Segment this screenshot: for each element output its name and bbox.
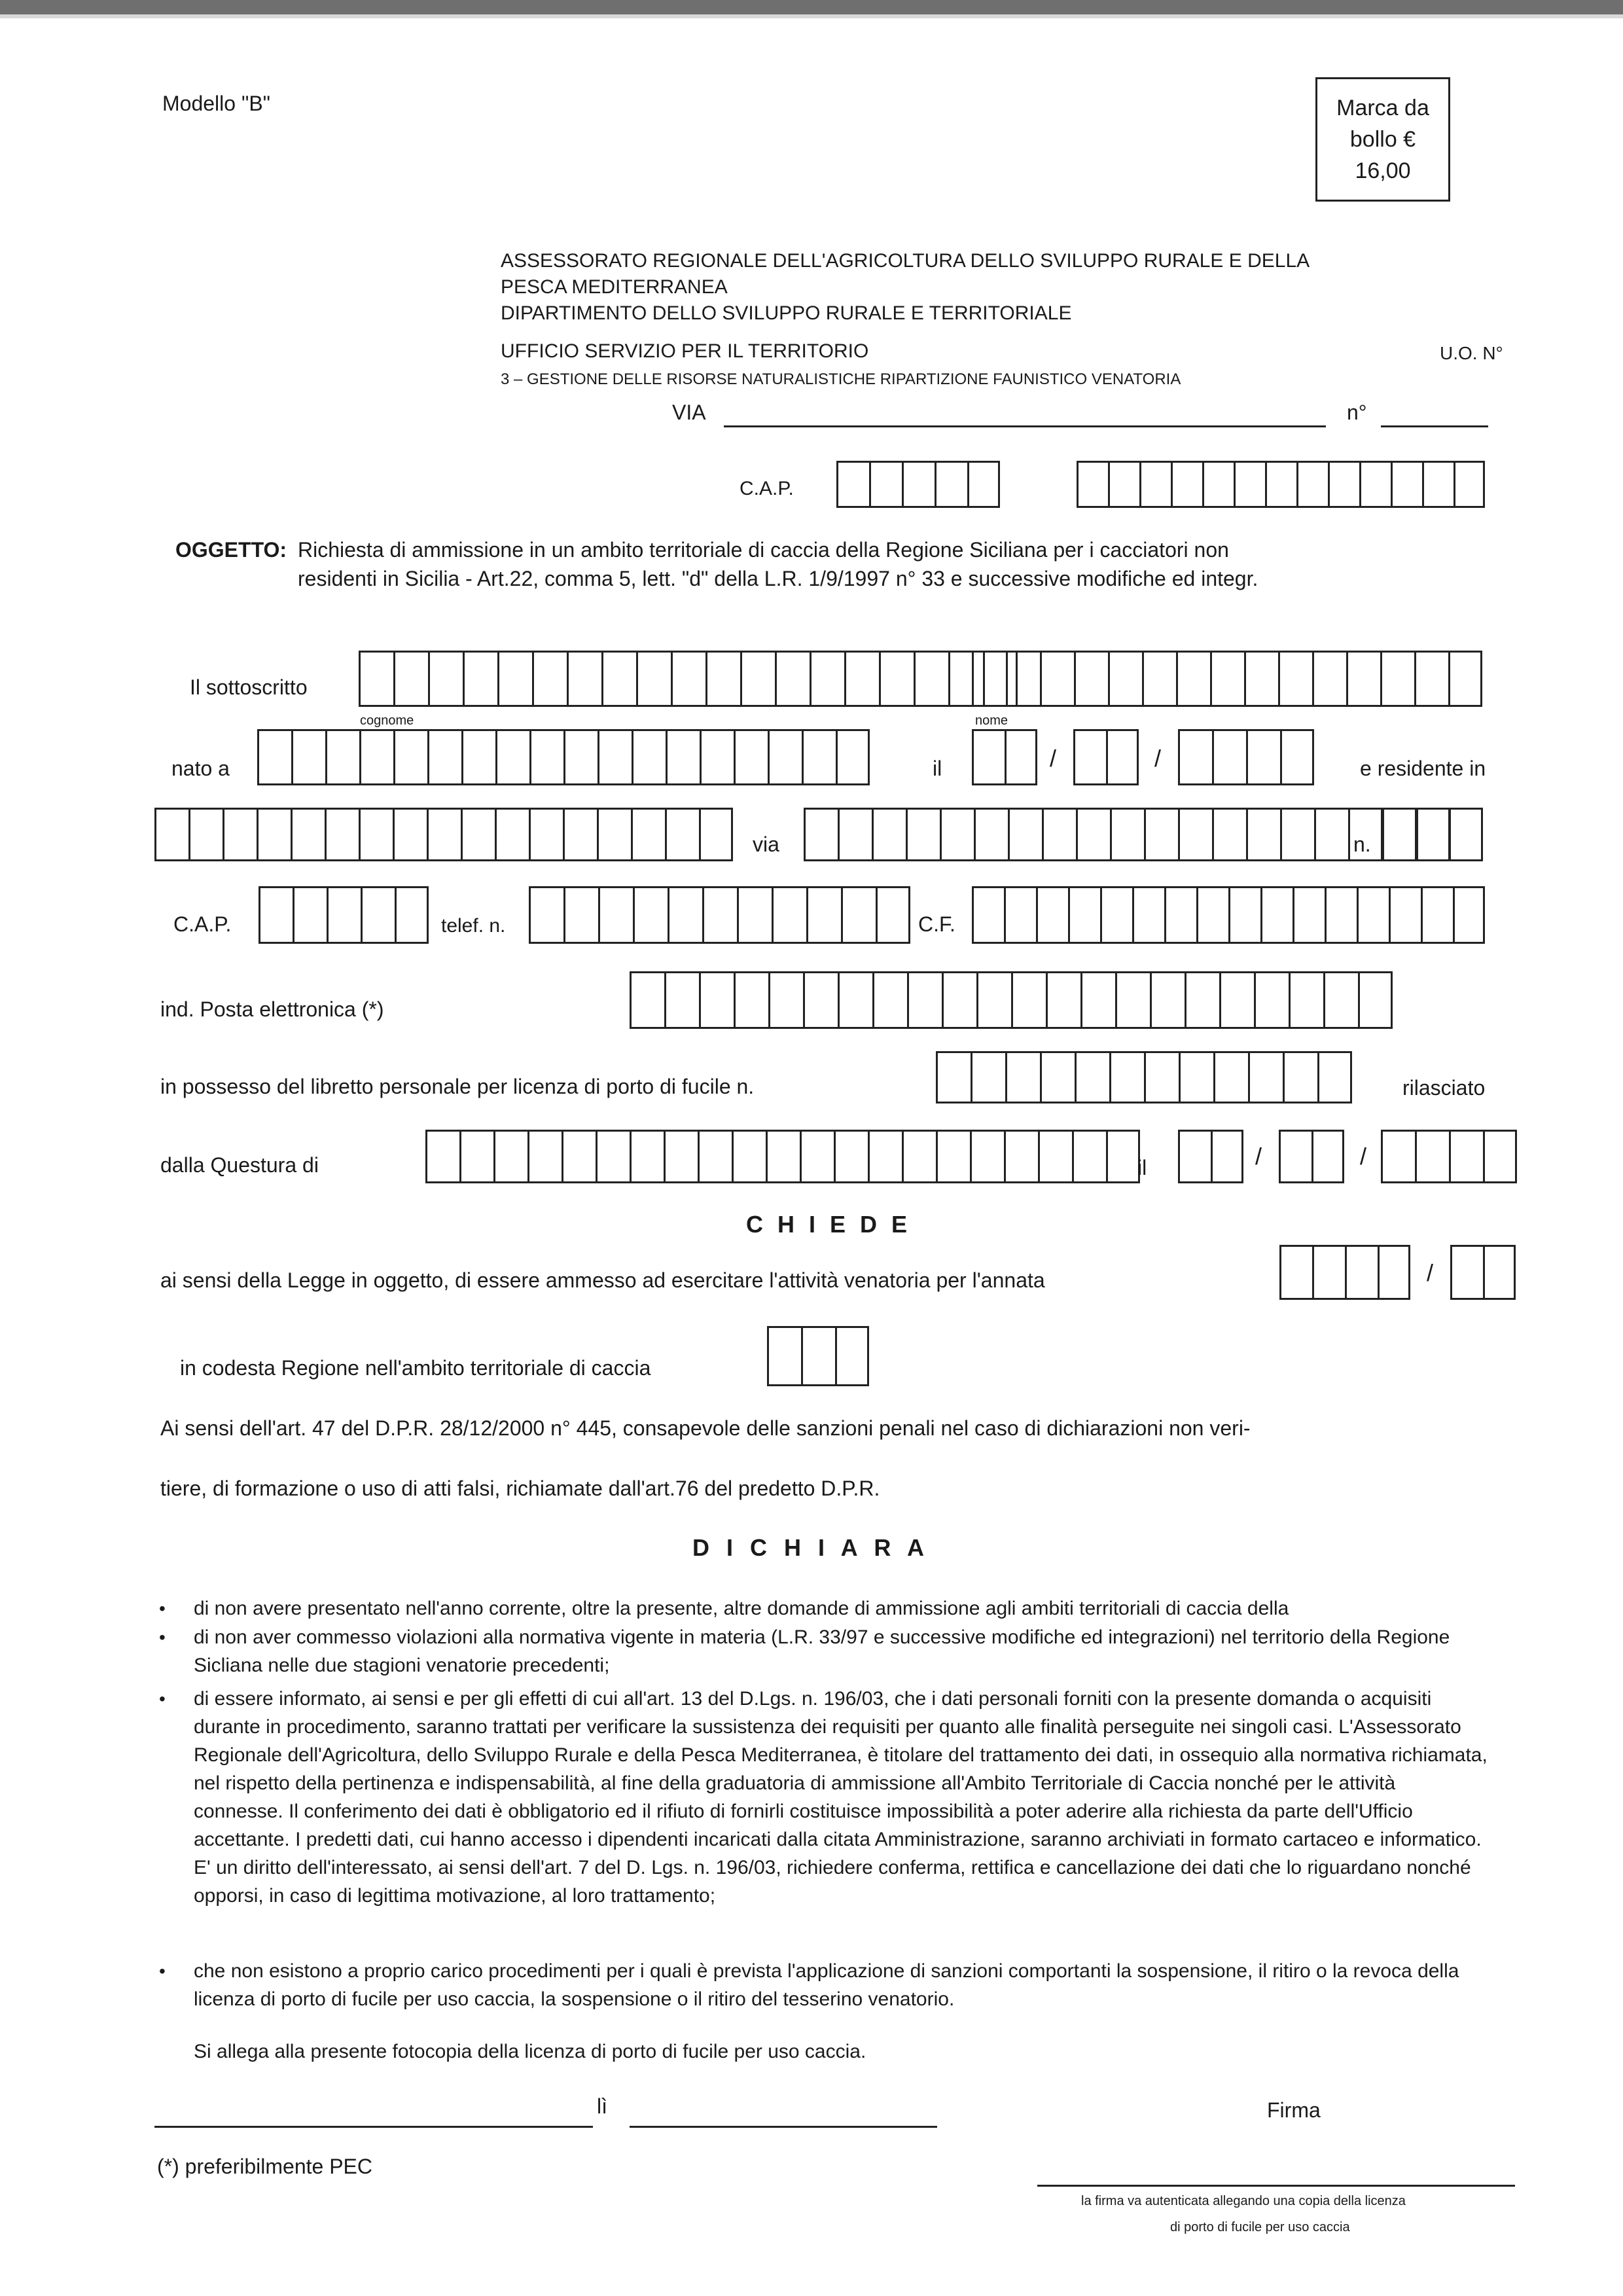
territory-boxes[interactable] [767,1326,869,1386]
date-separator: / [1255,1143,1262,1170]
issue-year-boxes[interactable] [1381,1130,1517,1183]
bullet-icon: • [159,1689,166,1709]
birth-month-boxes[interactable] [1073,729,1139,785]
subject-label: OGGETTO: [175,538,287,562]
signature-note: di porto di fucile per uso caccia [1170,2220,1350,2234]
issue-month-boxes[interactable] [1279,1130,1344,1183]
birthplace-boxes[interactable] [257,729,870,785]
police-office-label: dalla Questura di [160,1153,319,1177]
email-boxes[interactable] [630,971,1393,1029]
bullet-icon: • [159,1961,166,1981]
request-heading: C H I E D E [746,1211,912,1238]
bullet-icon: • [159,1627,166,1647]
date-field[interactable] [630,2126,937,2128]
territory-text: in codesta Regione nell'ambito territoriale di caccia [180,1356,651,1380]
office-cap-boxes[interactable] [836,461,1000,508]
phone-boxes[interactable] [529,886,910,944]
email-label: ind. Posta elettronica (*) [160,997,384,1021]
birth-year-boxes[interactable] [1178,729,1314,785]
cap-label: C.A.P. [740,478,794,499]
uo-label: U.O. N° [1440,343,1503,363]
season-end-boxes[interactable] [1450,1245,1516,1300]
revenue-stamp-box [1315,77,1450,202]
date-separator: / [1050,745,1057,772]
signature-note: la firma va autenticata allegando una copia della licenza [1081,2194,1406,2208]
place-date-label: lì [597,2094,607,2118]
season-separator: / [1427,1259,1434,1286]
office-line: ASSESSORATO REGIONALE DELL'AGRICOLTURA DELLO SVILUPPO RURALE E DELLA [501,250,1310,272]
number-label: n° [1347,401,1367,424]
office-line: PESCA MEDITERRANEA [501,276,728,298]
attachment-note: Si allega alla presente fotocopia della licenza di porto di fucile per uso caccia. [194,2041,866,2062]
season-start-boxes[interactable] [1279,1245,1410,1300]
office-line: DIPARTIMENTO DELLO SVILUPPO RURALE E TERRITORIALE [501,302,1072,324]
scan-edge-shadow [0,14,1623,18]
cap-label: C.A.P. [173,912,232,936]
number-field[interactable] [1381,425,1488,427]
police-office-boxes[interactable] [425,1130,1140,1183]
declaration-item: di non avere presentato nell'anno corrente, oltre la presente, altre domande di ammissione agli ambiti territoriali di caccia della [194,1598,1289,1619]
signature-label: Firma [1267,2098,1321,2122]
office-city-boxes[interactable] [1077,461,1485,508]
self-declaration-line: tiere, di formazione o uso di atti falsi, richiamate dall'art.76 del predetto D.P.R. [160,1477,880,1500]
sottoscritto-label: Il sottoscritto [190,675,308,699]
office-line: 3 – GESTIONE DELLE RISORSE NATURALISTICHE RIPARTIZIONE FAUNISTICO VENATORIA [501,370,1181,388]
licence-number-boxes[interactable] [936,1051,1352,1103]
subject-line: Richiesta di ammissione in un ambito territoriale di caccia della Regione Siciliana per i cacciatori non [298,538,1229,562]
stamp-line: 16,00 [1355,158,1411,183]
residence-city-boxes[interactable] [154,808,733,861]
issued-label: rilasciato [1402,1076,1486,1100]
residence-label: e residente in [1360,757,1486,780]
birthplace-label: nato a [171,757,230,780]
issue-day-boxes[interactable] [1178,1130,1243,1183]
stamp-line: bollo € [1349,127,1416,152]
phone-label: telef. n. [441,915,506,937]
via-label: VIA [672,401,706,424]
subject-line: residenti in Sicilia - Art.22, comma 5, lett. "d" della L.R. 1/9/1997 n° 33 e successive modifiche ed integr. [298,567,1258,590]
model-label: Modello "B" [162,92,271,115]
issue-date-label: il [1137,1156,1147,1179]
tax-code-boxes[interactable] [972,886,1485,944]
declaration-heading: D I C H I A R A [692,1534,929,1561]
surname-caption: cognome [360,713,414,728]
surname-boxes[interactable] [359,651,1018,707]
stamp-line: Marca da [1336,96,1429,120]
name-boxes[interactable] [972,651,1482,707]
birthdate-label: il [933,757,942,780]
request-text: ai sensi della Legge in oggetto, di essere ammesso ad esercitare l'attività venatoria per l'annata [160,1268,1045,1292]
scan-edge [0,0,1623,14]
pec-note: (*) preferibilmente PEC [157,2155,372,2178]
declaration-item: di essere informato, ai sensi e per gli effetti di cui all'art. 13 del D.Lgs. n. 196/03, che i dati personali forniti con la presente domanda o acquisiti durante in procedimento, saranno trattati per verificare la sussistenza dei requisiti per quanto alle finalità perseguite nei singoli casi. L'Assessorato Regionale dell'Agricoltura, dello Sviluppo Rurale e della Pesca Mediterranea, è titolare del trattamento dei dati, in ossequio alla normativa richiamata, nel rispetto della pertinenza e indispensabilità, al fine della graduatoria di ammissione all'Ambito Territoriale di Caccia nonché per le attività connesse. Il conferimento dei dati è obbligatorio ed il rifiuto di fornirli costituisce impossibilità a poter aderire alla richiesta da parte dell'Ufficio accettante. I predetti dati, cui hanno accesso i dipendenti incaricati dalla citata Amministrazione, saranno archiviati in formato cartaceo e informatico. E' un diritto dell'interessato, ai sensi dell'art. 7 del D. Lgs. n. 196/03, richiedere conferma, rettifica e cancellazione dei dati che lo riguardano nonché opporsi, in caso di legittima motivazione, al loro trattamento; [194,1688,1488,1907]
bullet-icon: • [159,1598,166,1619]
birth-day-boxes[interactable] [972,729,1037,785]
declaration-item: di non aver commesso violazioni alla normativa vigente in materia (L.R. 33/97 e successive modifiche ed integrazioni) nel territorio della Regione Sicliana nelle due stagioni venatorie precedenti; [194,1626,1450,1676]
name-caption: nome [975,713,1008,728]
cap-boxes[interactable] [259,886,429,944]
office-line: UFFICIO SERVIZIO PER IL TERRITORIO [501,340,869,362]
house-number-label: n. [1353,833,1371,856]
declaration-item: che non esistono a proprio carico procedimenti per i quali è prevista l'applicazione di sanzioni comportanti la sospensione, il ritiro o la revoca della licenza di porto di fucile per uso caccia, la sospensione o il ritiro del tesserino venatorio. [194,1960,1459,2010]
tax-code-label: C.F. [918,912,955,936]
house-number-boxes[interactable] [1381,808,1483,861]
place-field[interactable] [154,2126,593,2128]
self-declaration-line: Ai sensi dell'art. 47 del D.P.R. 28/12/2000 n° 445, consapevole delle sanzioni penali nel caso di dichiarazioni non veri- [160,1416,1251,1440]
street-label: via [753,833,779,856]
signature-field[interactable] [1037,2185,1515,2187]
date-separator: / [1360,1143,1367,1170]
licence-label: in possesso del libretto personale per licenza di porto di fucile n. [160,1075,755,1098]
via-field[interactable] [724,425,1326,427]
date-separator: / [1154,745,1162,772]
